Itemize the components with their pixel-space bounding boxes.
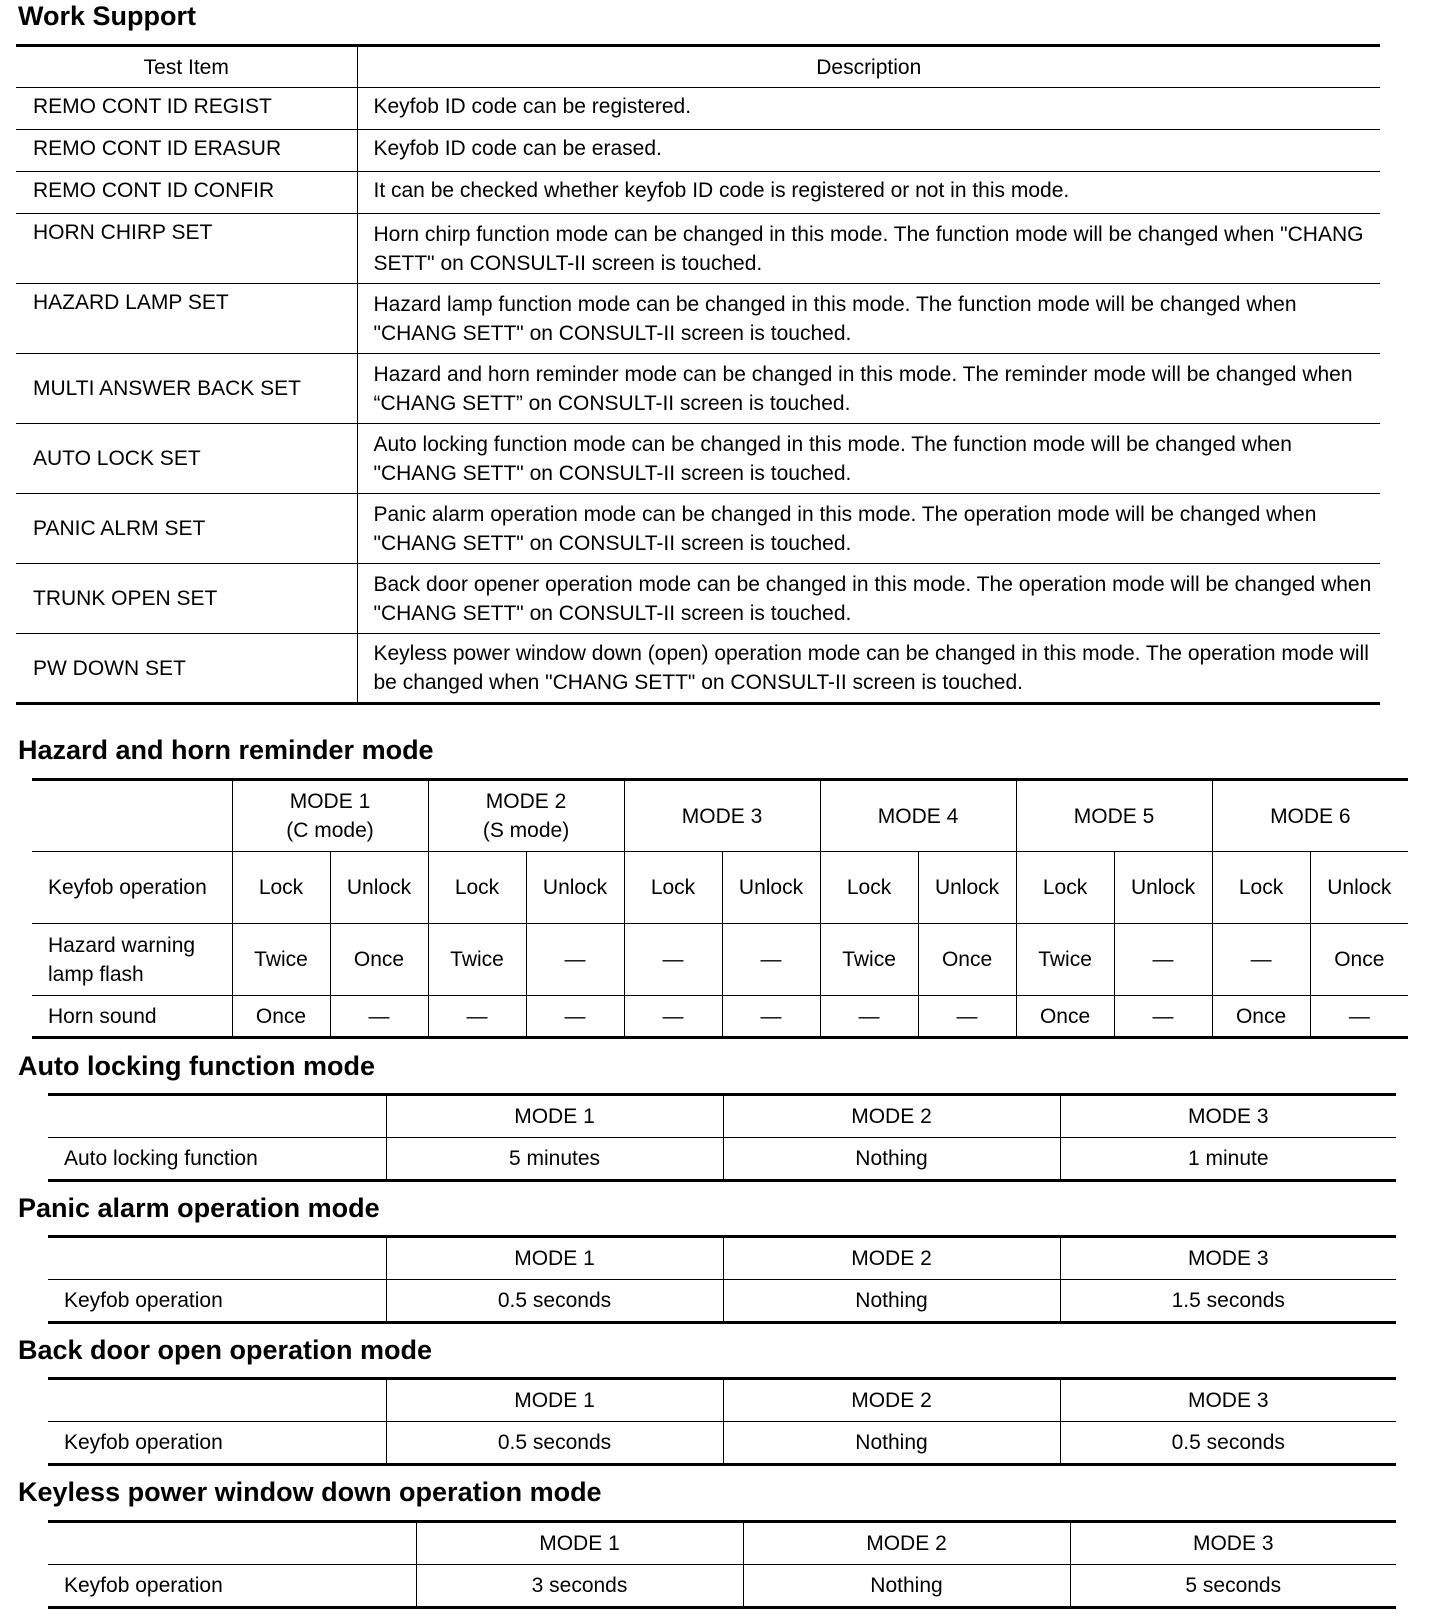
mode-name: MODE 4 bbox=[877, 804, 959, 828]
hazard-horn-header-row bbox=[32, 780, 1408, 852]
work-support-table bbox=[16, 44, 1380, 705]
mode-cell: Once bbox=[1310, 924, 1408, 996]
mode-name: MODE 5 bbox=[1073, 804, 1155, 828]
mode-cell: — bbox=[722, 996, 820, 1038]
power-window-title: Keyless power window down operation mode bbox=[18, 1477, 602, 1507]
table-row bbox=[16, 130, 1380, 172]
mode-cell: — bbox=[1114, 924, 1212, 996]
mode-cell: 0.5 seconds bbox=[386, 1422, 723, 1465]
panic-alarm-table bbox=[48, 1235, 1396, 1324]
description-header: Description bbox=[357, 46, 1380, 88]
table-row bbox=[16, 172, 1380, 214]
row-label: Auto locking function bbox=[48, 1138, 386, 1181]
mode-name: MODE 6 bbox=[1270, 804, 1351, 828]
mode-cell: 0.5 seconds bbox=[386, 1280, 723, 1323]
mode-cell: — bbox=[624, 924, 722, 996]
table-row bbox=[16, 88, 1380, 130]
mode-cell: Unlock bbox=[330, 852, 428, 924]
mode-cell: — bbox=[428, 996, 526, 1038]
horn-sound-row bbox=[32, 996, 1408, 1038]
mode-cell: — bbox=[820, 996, 918, 1038]
table-row bbox=[16, 634, 1380, 704]
mode-header: MODE 1 bbox=[386, 1095, 723, 1138]
row-label: Keyfob operation bbox=[48, 1422, 386, 1465]
description-cell: Horn chirp function mode can be changed in this mode. The function mode will be changed when "CHANG SETT" on CONSULT-II screen is touched. bbox=[357, 214, 1380, 284]
table-row bbox=[16, 564, 1380, 634]
back-door-table bbox=[48, 1377, 1396, 1466]
description-cell: Back door opener operation mode can be changed in this mode. The operation mode will be changed when "CHANG SETT" on CONSULT-II screen is touched. bbox=[357, 564, 1380, 634]
row-label: Horn sound bbox=[32, 996, 232, 1038]
mode-cell: 5 minutes bbox=[386, 1138, 723, 1181]
panic-alarm-header-row bbox=[48, 1237, 1396, 1280]
mode-header bbox=[1016, 780, 1212, 852]
mode-cell: Once bbox=[918, 924, 1016, 996]
description-cell: Keyless power window down (open) operation mode can be changed in this mode. The operation mode will be changed when "CHANG SETT" on CONSULT-II screen is touched. bbox=[357, 634, 1380, 704]
mode-header: MODE 2 bbox=[723, 1237, 1060, 1280]
mode-header: MODE 1 bbox=[386, 1237, 723, 1280]
mode-subtitle: (S mode) bbox=[482, 819, 570, 842]
mode-cell: — bbox=[1114, 996, 1212, 1038]
mode-cell: 1 minute bbox=[1060, 1138, 1396, 1181]
table-row bbox=[48, 1138, 1396, 1181]
mode-header: MODE 3 bbox=[1070, 1522, 1396, 1565]
mode-cell: Nothing bbox=[723, 1138, 1060, 1181]
blank-header-cell bbox=[48, 1237, 386, 1280]
back-door-header-row bbox=[48, 1379, 1396, 1422]
work-support-header-row bbox=[16, 46, 1380, 88]
row-label: Keyfob operation bbox=[48, 1565, 416, 1608]
description-cell: Keyfob ID code can be registered. bbox=[357, 88, 1380, 130]
mode-cell: — bbox=[1212, 924, 1310, 996]
blank-header-cell bbox=[32, 780, 232, 852]
mode-cell: Nothing bbox=[723, 1422, 1060, 1465]
mode-cell: Once bbox=[1212, 996, 1310, 1038]
mode-cell: Lock bbox=[428, 852, 526, 924]
mode-cell: Lock bbox=[1016, 852, 1114, 924]
mode-header bbox=[624, 780, 820, 852]
test-item-cell: MULTI ANSWER BACK SET bbox=[16, 354, 357, 424]
mode-cell: Unlock bbox=[526, 852, 624, 924]
work-support-title: Work Support bbox=[18, 1, 196, 31]
mode-cell: 0.5 seconds bbox=[1060, 1422, 1396, 1465]
mode-header bbox=[1212, 780, 1408, 852]
mode-cell: Twice bbox=[232, 924, 330, 996]
test-item-cell: PW DOWN SET bbox=[16, 634, 357, 704]
test-item-cell: AUTO LOCK SET bbox=[16, 424, 357, 494]
table-row bbox=[48, 1565, 1396, 1608]
table-row bbox=[48, 1280, 1396, 1323]
mode-cell: 5 seconds bbox=[1070, 1565, 1396, 1608]
mode-header bbox=[428, 780, 624, 852]
mode-header: MODE 1 bbox=[416, 1522, 743, 1565]
mode-cell: Once bbox=[1016, 996, 1114, 1038]
test-item-cell: HORN CHIRP SET bbox=[16, 214, 357, 284]
mode-cell: Lock bbox=[232, 852, 330, 924]
power-window-header-row bbox=[48, 1522, 1396, 1565]
hazard-horn-table bbox=[32, 778, 1408, 1039]
table-row bbox=[16, 494, 1380, 564]
mode-name: MODE 1 bbox=[289, 790, 371, 813]
mode-cell: Unlock bbox=[918, 852, 1016, 924]
mode-cell: — bbox=[624, 996, 722, 1038]
mode-cell: Twice bbox=[1016, 924, 1114, 996]
table-row bbox=[16, 284, 1380, 354]
blank-header-cell bbox=[48, 1522, 416, 1565]
hazard-horn-title: Hazard and horn reminder mode bbox=[18, 735, 434, 765]
mode-cell: Lock bbox=[624, 852, 722, 924]
mode-header: MODE 2 bbox=[743, 1522, 1070, 1565]
mode-cell: — bbox=[526, 924, 624, 996]
mode-header: MODE 1 bbox=[386, 1379, 723, 1422]
mode-header bbox=[232, 780, 428, 852]
table-row bbox=[16, 354, 1380, 424]
panic-alarm-title: Panic alarm operation mode bbox=[18, 1193, 380, 1223]
row-label: Keyfob operation bbox=[32, 852, 232, 924]
row-label: Keyfob operation bbox=[48, 1280, 386, 1323]
test-item-cell: TRUNK OPEN SET bbox=[16, 564, 357, 634]
auto-locking-header-row bbox=[48, 1095, 1396, 1138]
auto-locking-table bbox=[48, 1093, 1396, 1182]
mode-cell: Twice bbox=[428, 924, 526, 996]
power-window-table bbox=[48, 1520, 1396, 1609]
mode-name: MODE 2 bbox=[485, 790, 567, 813]
blank-header-cell bbox=[48, 1379, 386, 1422]
mode-cell: — bbox=[526, 996, 624, 1038]
test-item-header: Test Item bbox=[16, 46, 357, 88]
mode-header bbox=[820, 780, 1016, 852]
mode-cell: Unlock bbox=[1114, 852, 1212, 924]
description-cell: It can be checked whether keyfob ID code is registered or not in this mode. bbox=[357, 172, 1380, 214]
table-row bbox=[16, 214, 1380, 284]
table-row bbox=[48, 1422, 1396, 1465]
blank-header-cell bbox=[48, 1095, 386, 1138]
mode-cell: Once bbox=[330, 924, 428, 996]
mode-header: MODE 2 bbox=[723, 1379, 1060, 1422]
mode-cell: 3 seconds bbox=[416, 1565, 743, 1608]
description-cell: Hazard lamp function mode can be changed in this mode. The function mode will be changed when "CHANG SETT" on CONSULT-II screen is touched. bbox=[357, 284, 1380, 354]
description-cell: Hazard and horn reminder mode can be changed in this mode. The reminder mode will be changed when “CHANG SETT” on CONSULT-II screen is touched. bbox=[357, 354, 1380, 424]
mode-cell: 1.5 seconds bbox=[1060, 1280, 1396, 1323]
mode-header: MODE 2 bbox=[723, 1095, 1060, 1138]
mode-cell: — bbox=[722, 924, 820, 996]
mode-name: MODE 3 bbox=[681, 804, 763, 828]
mode-cell: — bbox=[918, 996, 1016, 1038]
description-cell: Panic alarm operation mode can be changed in this mode. The operation mode will be changed when "CHANG SETT" on CONSULT-II screen is touched. bbox=[357, 494, 1380, 564]
row-label: Hazard warning lamp flash bbox=[32, 924, 232, 996]
mode-header: MODE 3 bbox=[1060, 1379, 1396, 1422]
mode-cell: — bbox=[1310, 996, 1408, 1038]
test-item-cell: HAZARD LAMP SET bbox=[16, 284, 357, 354]
mode-header: MODE 3 bbox=[1060, 1237, 1396, 1280]
test-item-cell: REMO CONT ID REGIST bbox=[16, 88, 357, 130]
mode-cell: Unlock bbox=[722, 852, 820, 924]
mode-cell: Once bbox=[232, 996, 330, 1038]
mode-cell: Lock bbox=[820, 852, 918, 924]
description-cell: Auto locking function mode can be changed in this mode. The function mode will be changed when "CHANG SETT" on CONSULT-II screen is touched. bbox=[357, 424, 1380, 494]
test-item-cell: REMO CONT ID CONFIR bbox=[16, 172, 357, 214]
mode-cell: Nothing bbox=[723, 1280, 1060, 1323]
back-door-title: Back door open operation mode bbox=[18, 1335, 433, 1365]
keyfob-operation-row bbox=[32, 852, 1408, 924]
mode-cell: Nothing bbox=[743, 1565, 1070, 1608]
auto-locking-title: Auto locking function mode bbox=[18, 1051, 375, 1081]
mode-cell: Unlock bbox=[1310, 852, 1408, 924]
hazard-lamp-row bbox=[32, 924, 1408, 996]
test-item-cell: REMO CONT ID ERASUR bbox=[16, 130, 357, 172]
table-row bbox=[16, 424, 1380, 494]
mode-header: MODE 3 bbox=[1060, 1095, 1396, 1138]
mode-cell: Lock bbox=[1212, 852, 1310, 924]
test-item-cell: PANIC ALRM SET bbox=[16, 494, 357, 564]
mode-subtitle: (C mode) bbox=[286, 819, 374, 842]
mode-cell: — bbox=[330, 996, 428, 1038]
description-cell: Keyfob ID code can be erased. bbox=[357, 130, 1380, 172]
mode-cell: Twice bbox=[820, 924, 918, 996]
